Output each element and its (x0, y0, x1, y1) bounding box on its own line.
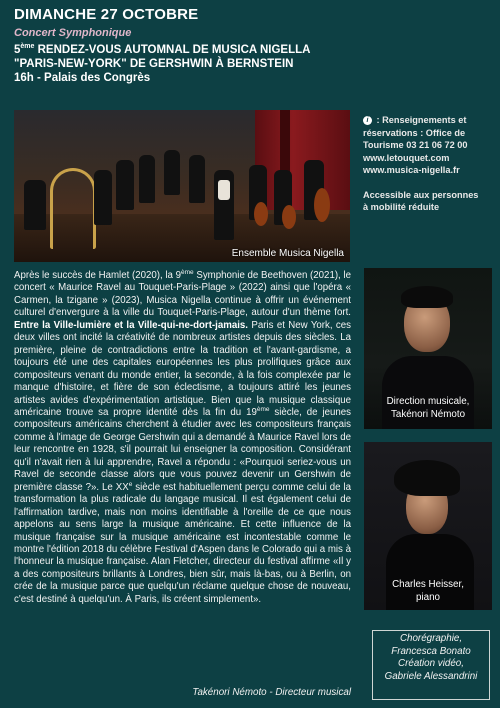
stage-curtain (255, 110, 350, 210)
event-date: DIMANCHE 27 OCTOBRE (14, 6, 199, 23)
event-title-line2: "PARIS-NEW-YORK" DE GERSHWIN À BERNSTEIN (14, 57, 294, 70)
event-title-line1: 5ème RENDEZ-VOUS AUTOMNAL DE MUSICA NIGELLA (14, 43, 311, 56)
info-line1: i : Renseignements et (363, 114, 493, 127)
portrait-conductor-role: Direction musicale, (386, 396, 470, 407)
event-time-place: 16h - Palais des Congrès (14, 71, 151, 84)
harp-shape (50, 168, 96, 249)
highlight-theme: Entre la Ville-lumière et la Ville-qui-ne-dort-jamais. (14, 319, 248, 331)
accessibility-note: Accessible aux personnes (363, 189, 479, 200)
credit-video-label: Création vidéo, (398, 658, 464, 669)
credit-video-name: Gabriele Alessandrini (384, 670, 478, 682)
portrait-pianist-role: piano (416, 591, 440, 603)
article-signature: Takénori Némoto - Directeur musical (192, 687, 351, 698)
website-letouquet[interactable]: www.letouquet.com (363, 152, 450, 163)
credit-choreography-label: Chorégraphie, (399, 633, 463, 644)
credits-box (372, 630, 490, 700)
portrait-pianist (364, 442, 492, 610)
info-block: i : Renseignements et réservations : Office de Tourisme 03 21 06 72 00 www.letouquet.com www.musica-nigella.fr Accessible aux personnes à mobilité réduite (363, 114, 493, 214)
event-header (14, 6, 484, 85)
photo-caption: Ensemble Musica Nigella (231, 248, 344, 259)
website-musica-nigella[interactable]: www.musica-nigella.fr (363, 165, 460, 175)
info-icon: i (363, 116, 372, 125)
main-article-text: Après le succès de Hamlet (2020), la 9ème Symphonie de Beethoven (2021), le concert « Maurice Ravel au Touquet-Paris-Plage » (2022) ainsi que l'opéra « Carmen, la tzigane » (2023), Musica Nigella continue à offrir un événement culturel d'envergure à la ville du Touquet-Paris-Plage, autour d'un thème fort. Entre la Ville-lumière et la Ville-qui-ne-dort-jamais. Paris et New York, ces deux villes ont incité la créativité de nombreux artistes depuis des siècles. La première, pleine de contradictions entre la tradition et l'avant-gardisme, a toujours été une des capitales européennes les plus prolifiques grâce aux compositeurs venant du monde entier, la seconde, à la fois complexée par le manque d'histoire, et fière de son éclectisme, a toujours attiré les jeunes artistes avides d'expérimentation artistique. Bien que la musique classique américaine trouve sa propre identité dès la fin du 19ème siècle, de jeunes compositeurs américains cherchent à étudier avec les compositeurs français comme à l'image de George Gershwin qui a demandé à Maurice Ravel lors de leur rencontre en 1928, s'il pourrait lui enseigner la composition. Considérant qu'il n'avait rien à lui apprendre, Ravel a répondu : «Pourquoi seriez-vous un Ravel de seconde classe alors que vous pouvez devenir un Gershwin de première classe ?». Le XXe siècle est habituellement perçu comme celui de la transformation la plus radicale du langage musical. Il est également celui de l'affirmation tardive, mais non moins identifiable à l'oreille de ce que nous appelons au sens large la musique américaine. Et cette influence de la musique française sur la musique américaine est incontestable comme le montre l'édition 2018 du célèbre Festival d'Aspen dans le Colorado qui a mis à l'honneur la musique française. Alan Fletcher, directeur du festival affirme «Il y a des compositeurs brillants à Londres, bien sûr, mais là-bas, ou à Berlin, on crée de la musique parce que quelqu'un réclame quelque chose de nouveau, c'est destiné à quelqu'un. À Paris, ils créent simplement». (14, 268, 352, 605)
portrait-conductor-name: Takénori Némoto (390, 408, 466, 420)
event-category: Concert Symphonique (14, 27, 132, 39)
portrait-conductor (364, 268, 492, 429)
credit-choreography-name: Francesca Bonato (391, 645, 471, 657)
portrait-pianist-name: Charles Heisser, (392, 579, 464, 590)
ensemble-photo (14, 110, 350, 262)
